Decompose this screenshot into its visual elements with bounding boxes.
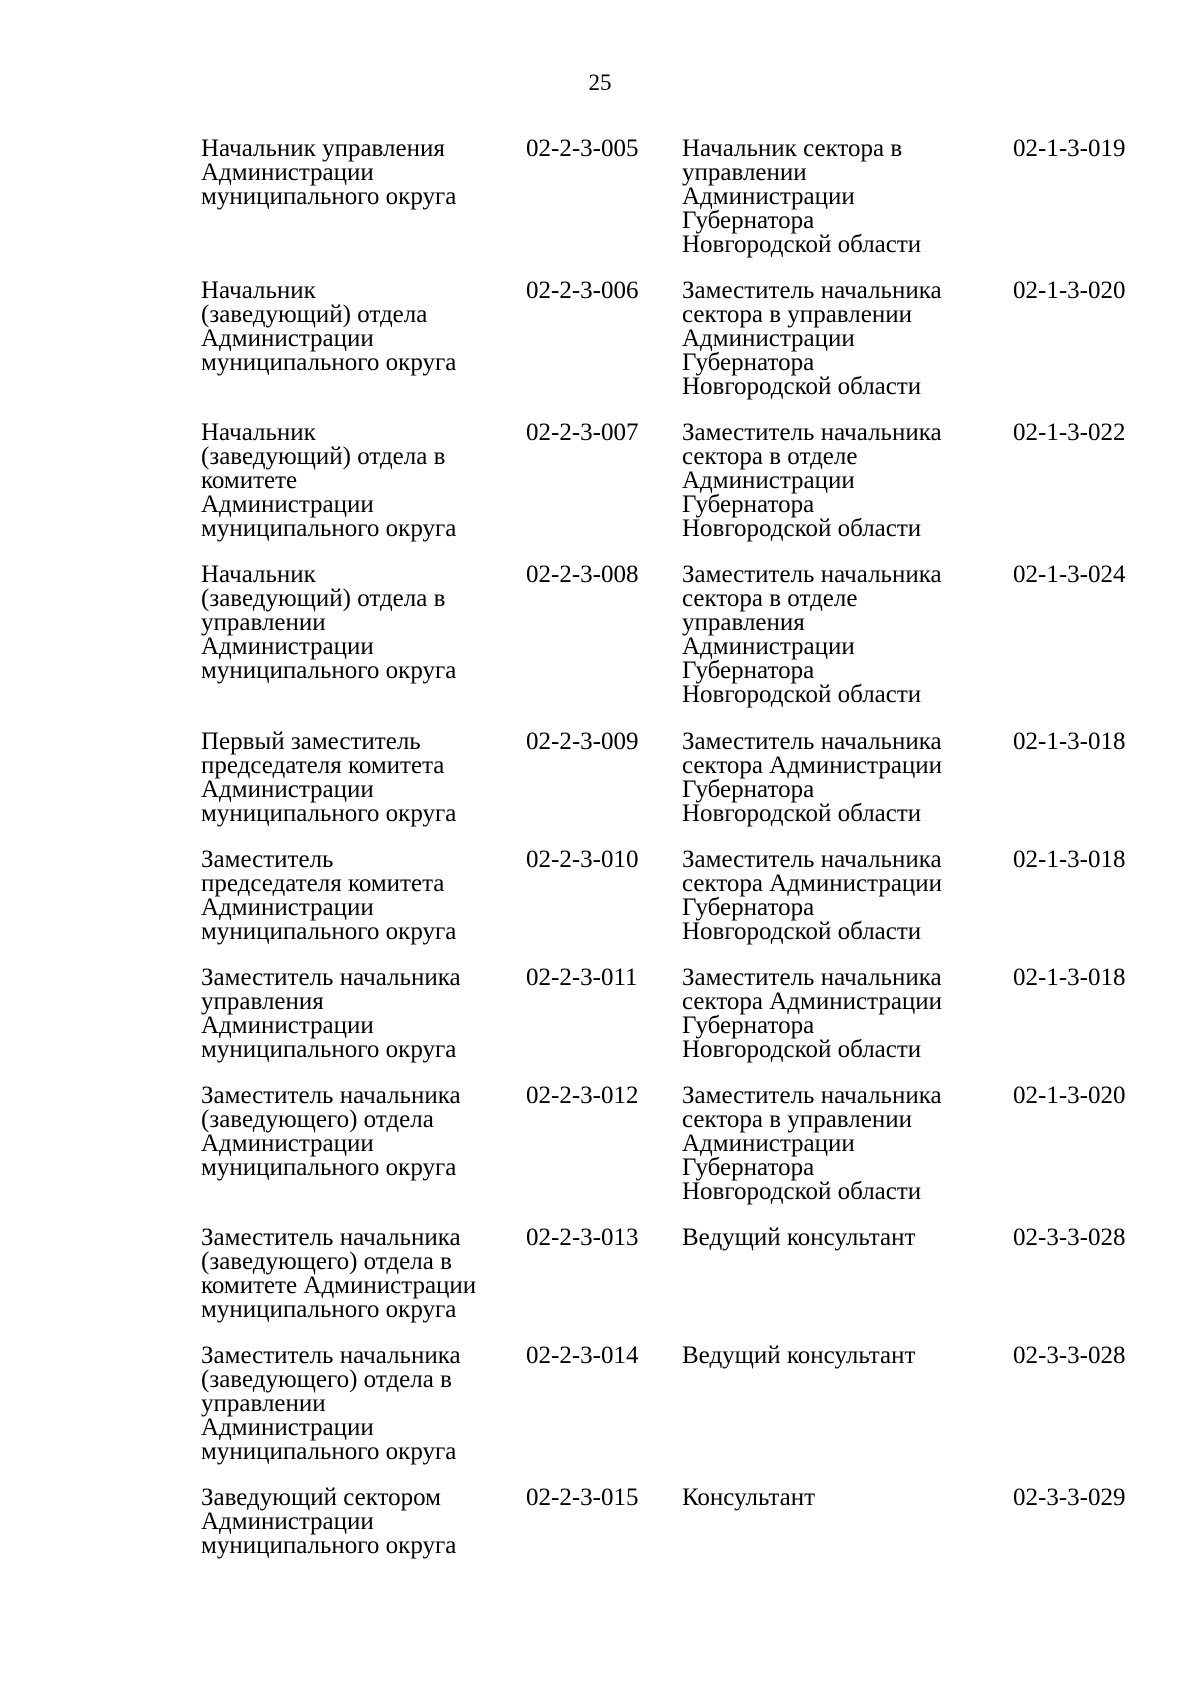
regional-position: Заместитель начальника сектора в управлении Администрации Губернатора Новгородской области — [682, 1082, 942, 1205]
regional-position: Ведущий консультант — [682, 1224, 916, 1251]
regional-position: Заместитель начальника сектора в отделе Администрации Губернатора Новгородской области — [682, 419, 942, 542]
regional-code: 02-1-3-020 — [1013, 1082, 1126, 1109]
regional-code: 02-1-3-022 — [1013, 419, 1126, 446]
municipal-code: 02-2-3-011 — [526, 964, 638, 991]
municipal-position: Начальник (заведующий) отдела в комитете Администрации муниципального округа — [201, 419, 457, 542]
regional-code: 02-1-3-018 — [1013, 964, 1126, 991]
municipal-code: 02-2-3-008 — [526, 561, 639, 588]
regional-code: 02-1-3-024 — [1013, 561, 1126, 588]
table-row — [0, 848, 1200, 966]
municipal-code: 02-2-3-013 — [526, 1224, 639, 1251]
table-row — [0, 1226, 1200, 1344]
regional-position: Заместитель начальника сектора в управлении Администрации Губернатора Новгородской области — [682, 277, 942, 400]
regional-position: Начальник сектора в управлении Администрации Губернатора Новгородской области — [682, 135, 922, 258]
municipal-position: Заместитель начальника (заведующего) отдела в комитете Администрации муниципального округа — [201, 1224, 477, 1323]
table-row — [0, 137, 1200, 279]
regional-position: Заместитель начальника сектора Администрации Губернатора Новгородской области — [682, 728, 943, 827]
municipal-position: Заместитель председателя комитета Администрации муниципального округа — [201, 846, 457, 945]
municipal-code: 02-2-3-009 — [526, 728, 639, 755]
municipal-code: 02-2-3-012 — [526, 1082, 639, 1109]
positions-table — [0, 137, 1200, 1586]
municipal-position: Заместитель начальника (заведующего) отдела в управлении Администрации муниципального округа — [201, 1342, 461, 1465]
municipal-position: Первый заместитель председателя комитета Администрации муниципального округа — [201, 728, 457, 827]
regional-code: 02-1-3-018 — [1013, 728, 1126, 755]
municipal-position: Заместитель начальника (заведующего) отдела Администрации муниципального округа — [201, 1082, 461, 1181]
municipal-code: 02-2-3-006 — [526, 277, 639, 304]
municipal-code: 02-2-3-010 — [526, 846, 639, 873]
regional-position: Заместитель начальника сектора Администрации Губернатора Новгородской области — [682, 846, 943, 945]
municipal-position: Начальник управления Администрации муниципального округа — [201, 135, 457, 210]
regional-position: Заместитель начальника сектора Администрации Губернатора Новгородской области — [682, 964, 943, 1063]
municipal-position: Заведующий сектором Администрации муниципального округа — [201, 1484, 457, 1559]
regional-position: Консультант — [682, 1484, 816, 1511]
table-row — [0, 1486, 1200, 1586]
regional-code: 02-3-3-028 — [1013, 1224, 1126, 1251]
page-number: 25 — [588, 70, 612, 95]
regional-code: 02-1-3-018 — [1013, 846, 1126, 873]
regional-code: 02-3-3-028 — [1013, 1342, 1126, 1369]
regional-code: 02-1-3-020 — [1013, 277, 1126, 304]
municipal-code: 02-2-3-015 — [526, 1484, 639, 1511]
table-row — [0, 563, 1200, 730]
regional-code: 02-1-3-019 — [1013, 135, 1126, 162]
municipal-position: Начальник (заведующий) отдела в управлении Администрации муниципального округа — [201, 561, 457, 684]
table-row — [0, 966, 1200, 1084]
municipal-code: 02-2-3-005 — [526, 135, 639, 162]
municipal-position: Заместитель начальника управления Администрации муниципального округа — [201, 964, 461, 1063]
table-row — [0, 730, 1200, 848]
municipal-code: 02-2-3-014 — [526, 1342, 639, 1369]
table-row — [0, 1084, 1200, 1226]
table-row — [0, 421, 1200, 563]
table-row — [0, 1344, 1200, 1486]
table-row — [0, 279, 1200, 421]
municipal-code: 02-2-3-007 — [526, 419, 639, 446]
municipal-position: Начальник (заведующий) отдела Администрации муниципального округа — [201, 277, 457, 376]
regional-position: Ведущий консультант — [682, 1342, 916, 1369]
regional-code: 02-3-3-029 — [1013, 1484, 1126, 1511]
regional-position: Заместитель начальника сектора в отделе управления Администрации Губернатора Новгородской области — [682, 561, 942, 708]
